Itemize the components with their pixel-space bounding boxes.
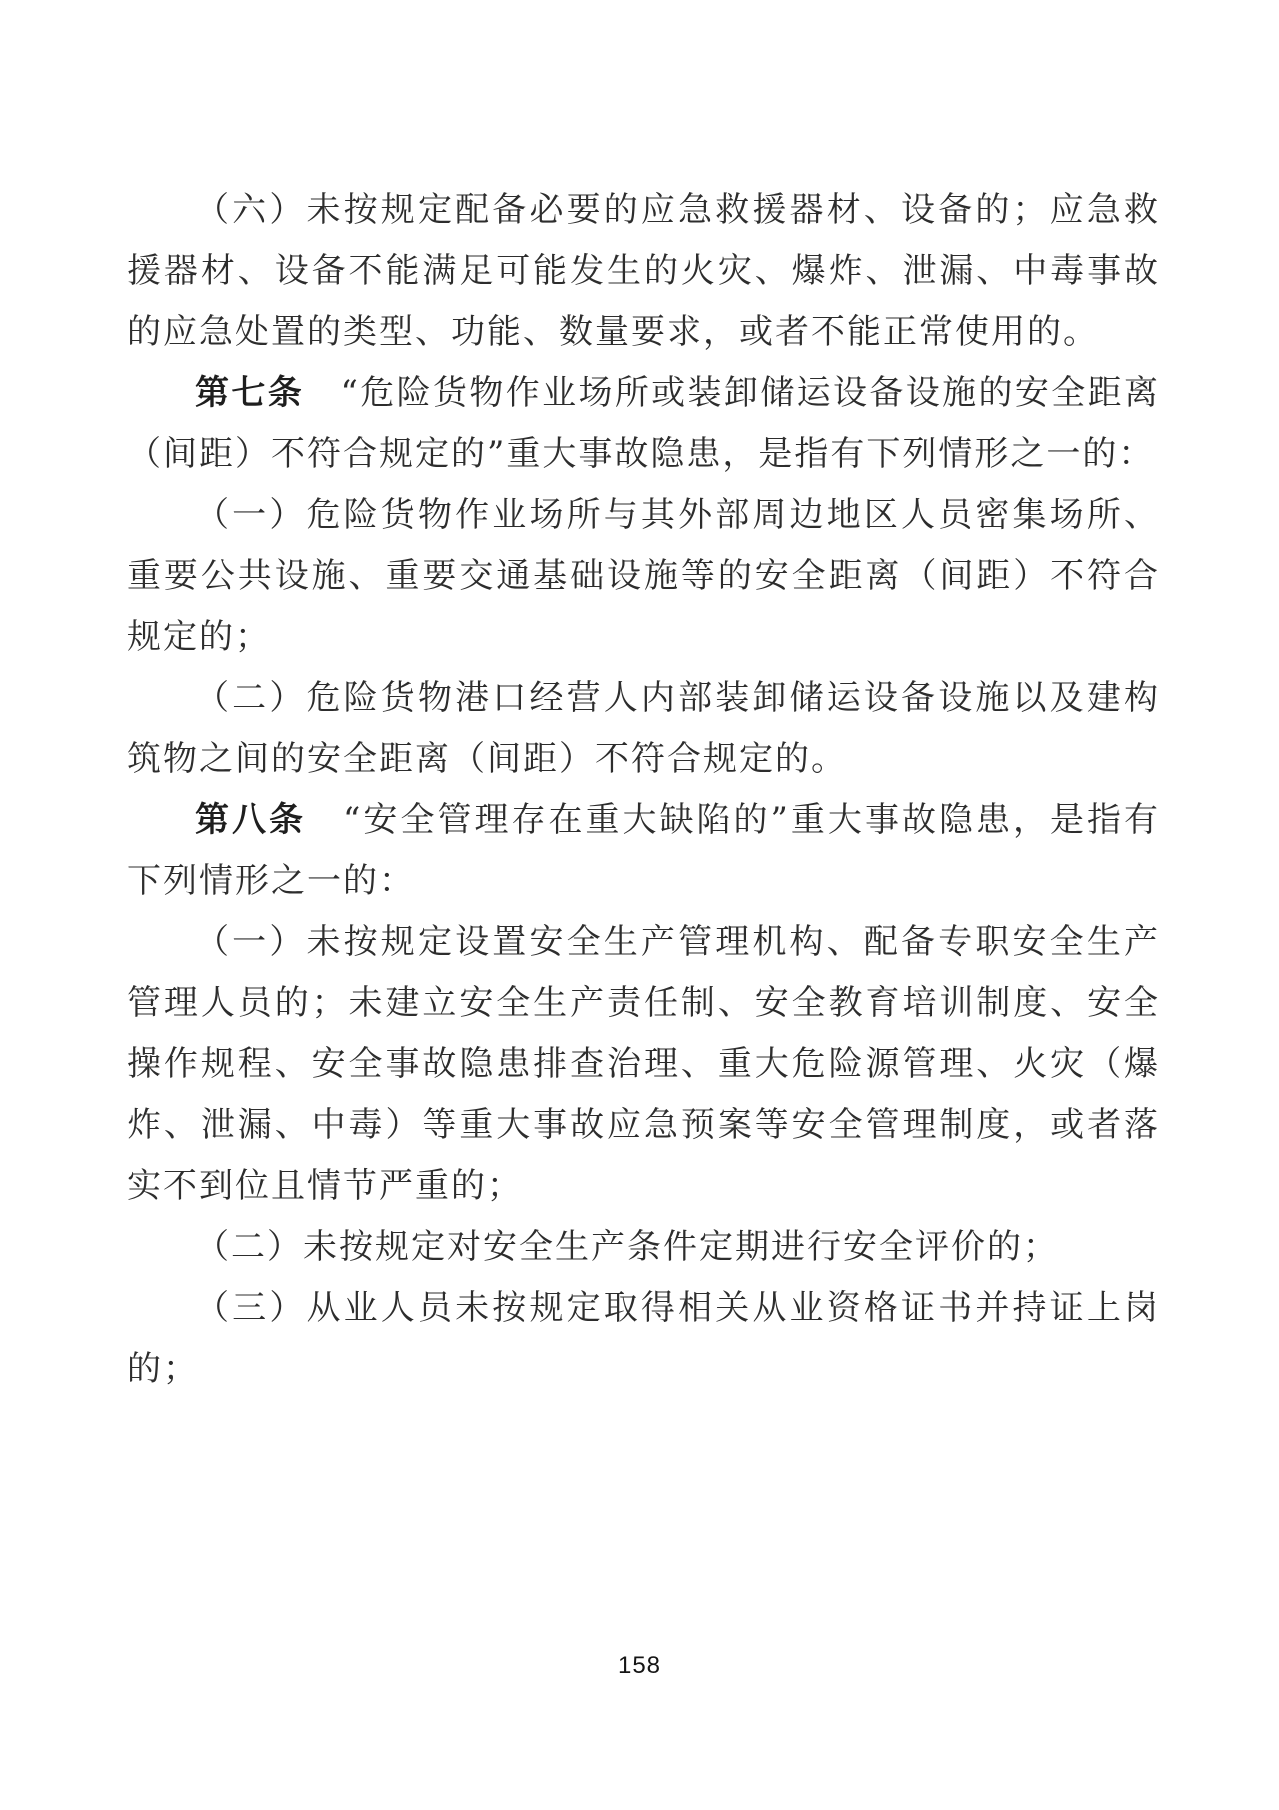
paragraph [127, 180, 1160, 363]
article-number: 第八条 [195, 800, 307, 840]
paragraph [127, 912, 1160, 1217]
paragraph-text: （六）未按规定配备必要的应急救援器材、设备的；应急救援器材、设备不能满足可能发生的火灾、爆炸、泄漏、中毒事故的应急处置的类型、功能、数量要求，或者不能正常使用的。 [127, 190, 1160, 352]
article-number: 第七条 [195, 373, 305, 413]
document-body [127, 180, 1160, 1400]
paragraph [127, 668, 1160, 790]
paragraph [127, 1217, 1160, 1278]
paragraph [127, 790, 1160, 912]
paragraph-text: （二）危险货物港口经营人内部装卸储运设备设施以及建构筑物之间的安全距离（间距）不符合规定的。 [127, 678, 1160, 779]
paragraph [127, 485, 1160, 668]
paragraph-text: （三）从业人员未按规定取得相关从业资格证书并持证上岗的； [127, 1288, 1160, 1389]
paragraph-text: （一）未按规定设置安全生产管理机构、配备专职安全生产管理人员的；未建立安全生产责任制、安全教育培训制度、安全操作规程、安全事故隐患排查治理、重大危险源管理、火灾（爆炸、泄漏、中毒）等重大事故应急预案等安全管理制度，或者落实不到位且情节严重的； [127, 922, 1160, 1206]
paragraph [127, 1278, 1160, 1400]
paragraph-text: （一）危险货物作业场所与其外部周边地区人员密集场所、重要公共设施、重要交通基础设施等的安全距离（间距）不符合规定的； [127, 495, 1160, 657]
paragraph-text: “危险货物作业场所或装卸储运设备设施的安全距离（间距）不符合规定的”重大事故隐患，是指有下列情形之一的： [127, 373, 1160, 474]
paragraph [127, 363, 1160, 485]
paragraph-text: （二）未按规定对安全生产条件定期进行安全评价的； [195, 1227, 1059, 1267]
page-number: 158 [617, 1652, 662, 1679]
paragraph-text: “安全管理存在重大缺陷的”重大事故隐患，是指有下列情形之一的： [127, 800, 1161, 901]
